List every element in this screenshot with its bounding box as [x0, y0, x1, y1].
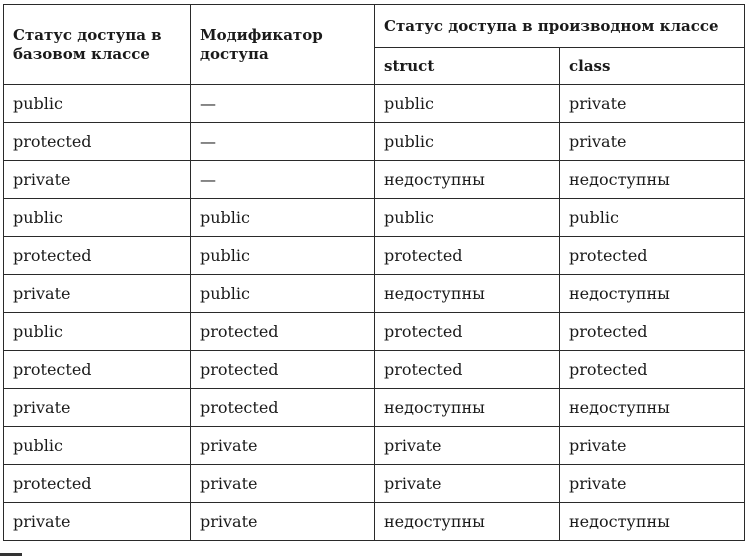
cell-base-status: public: [4, 199, 191, 237]
header-class: class: [560, 48, 745, 85]
cell-base-status: private: [4, 503, 191, 541]
cell-modifier: protected: [191, 389, 375, 427]
table-row: [4, 199, 745, 237]
cell-struct-status: protected: [375, 351, 560, 389]
cell-modifier: private: [191, 503, 375, 541]
cell-modifier: protected: [191, 351, 375, 389]
cell-base-status: public: [4, 313, 191, 351]
cell-struct-status: недоступны: [375, 275, 560, 313]
table-row: [4, 85, 745, 123]
cell-struct-status: protected: [375, 237, 560, 275]
cell-base-status: private: [4, 161, 191, 199]
cell-struct-status: public: [375, 123, 560, 161]
table-row: [4, 351, 745, 389]
cell-base-status: public: [4, 85, 191, 123]
cell-base-status: public: [4, 427, 191, 465]
table-row: [4, 313, 745, 351]
cell-class-status: protected: [560, 351, 745, 389]
cell-modifier: —: [191, 123, 375, 161]
cell-class-status: private: [560, 465, 745, 503]
cell-base-status: protected: [4, 465, 191, 503]
table-row: [4, 123, 745, 161]
table-row: [4, 389, 745, 427]
cell-struct-status: protected: [375, 313, 560, 351]
cell-modifier: public: [191, 199, 375, 237]
header-modifier: Модификатор доступа: [191, 5, 375, 85]
cell-struct-status: private: [375, 427, 560, 465]
cell-modifier: —: [191, 161, 375, 199]
access-status-table: [3, 4, 745, 541]
table-body: [4, 85, 745, 541]
cell-modifier: protected: [191, 313, 375, 351]
cell-base-status: protected: [4, 351, 191, 389]
cell-base-status: private: [4, 275, 191, 313]
cell-struct-status: public: [375, 199, 560, 237]
cell-struct-status: public: [375, 85, 560, 123]
cell-base-status: protected: [4, 123, 191, 161]
cell-struct-status: недоступны: [375, 161, 560, 199]
table-row: [4, 161, 745, 199]
cell-modifier: public: [191, 275, 375, 313]
cell-class-status: недоступны: [560, 503, 745, 541]
cell-struct-status: недоступны: [375, 389, 560, 427]
cell-modifier: public: [191, 237, 375, 275]
table-row: [4, 275, 745, 313]
table-row: [4, 237, 745, 275]
table-container: [3, 4, 745, 541]
cell-base-status: private: [4, 389, 191, 427]
cell-class-status: private: [560, 85, 745, 123]
table-row: [4, 465, 745, 503]
cell-class-status: недоступны: [560, 161, 745, 199]
cell-class-status: private: [560, 123, 745, 161]
cell-class-status: недоступны: [560, 275, 745, 313]
cell-base-status: protected: [4, 237, 191, 275]
cell-class-status: protected: [560, 237, 745, 275]
cell-modifier: —: [191, 85, 375, 123]
header-struct: struct: [375, 48, 560, 85]
cell-struct-status: недоступны: [375, 503, 560, 541]
cell-class-status: недоступны: [560, 389, 745, 427]
table-header: [4, 5, 745, 85]
table-row: [4, 503, 745, 541]
cell-class-status: protected: [560, 313, 745, 351]
cell-struct-status: private: [375, 465, 560, 503]
header-base-status: Статус доступа в базовом классе: [4, 5, 191, 85]
cell-modifier: private: [191, 465, 375, 503]
cell-modifier: private: [191, 427, 375, 465]
header-derived-status: Статус доступа в производном классе: [375, 5, 745, 48]
table-row: [4, 427, 745, 465]
cell-class-status: public: [560, 199, 745, 237]
cell-class-status: private: [560, 427, 745, 465]
header-row-top: [4, 5, 745, 48]
